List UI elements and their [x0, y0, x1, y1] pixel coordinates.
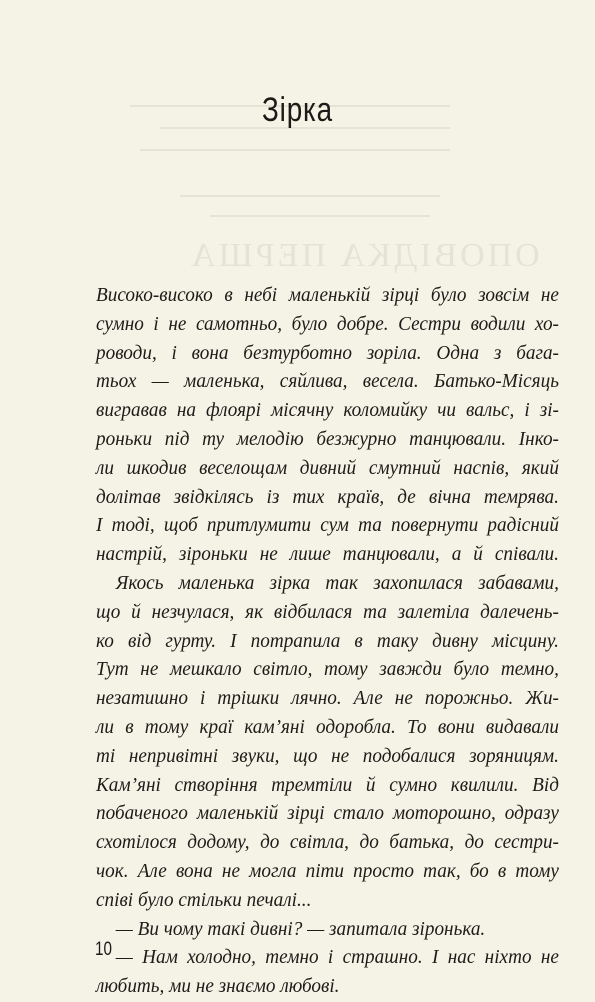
text-line: Високо-високо в небі маленькій зірці було зовсім не	[96, 285, 559, 306]
text-line: роньки під ту мелодію безжурно танцювали. Інко-	[96, 428, 559, 450]
text-line: незатишно і трішки лячно. Але не порожньо. Жи-	[96, 688, 559, 710]
show-through-line	[140, 149, 450, 151]
body-text	[96, 282, 559, 1002]
text-line: ті непривітні звуки, що не подобалися зоряницям.	[96, 745, 559, 767]
text-line: настрій, зіроньки не лише танцювали, а й співали.	[96, 544, 559, 566]
text-line: ко від гурту. І потрапила в таку дивну місцину.	[96, 630, 559, 652]
show-through-line	[210, 215, 430, 217]
text-line: побаченого маленькій зірці стало моторошно, одразу	[96, 803, 559, 825]
text-line: чок. Але вона не могла піти просто так, бо в тому	[96, 860, 559, 882]
text-line: долітав звідкілясь із тих країв, де вічна темрява.	[96, 486, 559, 508]
text-line: любить, ми не знаємо любові.	[96, 976, 340, 998]
show-through-line	[180, 195, 440, 197]
text-line: Якось маленька зірка так захопилася забавами,	[115, 572, 559, 594]
page-number: 10	[95, 939, 112, 960]
chapter-title: Зірка	[262, 91, 333, 129]
text-line: тьох — маленька, сяйлива, весела. Батько-Місяць	[96, 371, 559, 393]
text-line: — Ви чому такі дивні? — запитала зіронька.	[115, 918, 486, 940]
text-line: співі було стільки печалі...	[96, 889, 312, 911]
text-line: І тоді, щоб притлумити сум та повернути радісний	[96, 515, 559, 537]
show-through-heading: ОПОВІДКА ПЕРША	[188, 237, 540, 274]
text-line: що й незчулася, як відбилася та залетіла далечень-	[96, 601, 559, 623]
text-line: вигравав на флоярі місячну коломийку чи вальс, і зі-	[96, 400, 559, 422]
text-line: схотілося додому, до світла, до батька, до сестри-	[96, 832, 559, 854]
text-line: Тут не мешкало світло, тому завжди було темно,	[96, 659, 559, 681]
text-line: — Нам холодно, темно і страшно. І нас ніхто не	[115, 947, 559, 969]
text-line: роводи, і вона безтурботно зоріла. Одна з бага-	[96, 342, 559, 364]
text-line: ли шкодив веселощам дивний смутний наспів, який	[96, 457, 559, 479]
text-line: Кам’яні створіння тремтіли й сумно квилили. Від	[96, 774, 559, 796]
text-line: сумно і не самотньо, було добре. Сестри водили хо-	[96, 313, 559, 335]
text-line: ли в тому краї кам’яні одоробла. То вони видавали	[96, 716, 559, 738]
